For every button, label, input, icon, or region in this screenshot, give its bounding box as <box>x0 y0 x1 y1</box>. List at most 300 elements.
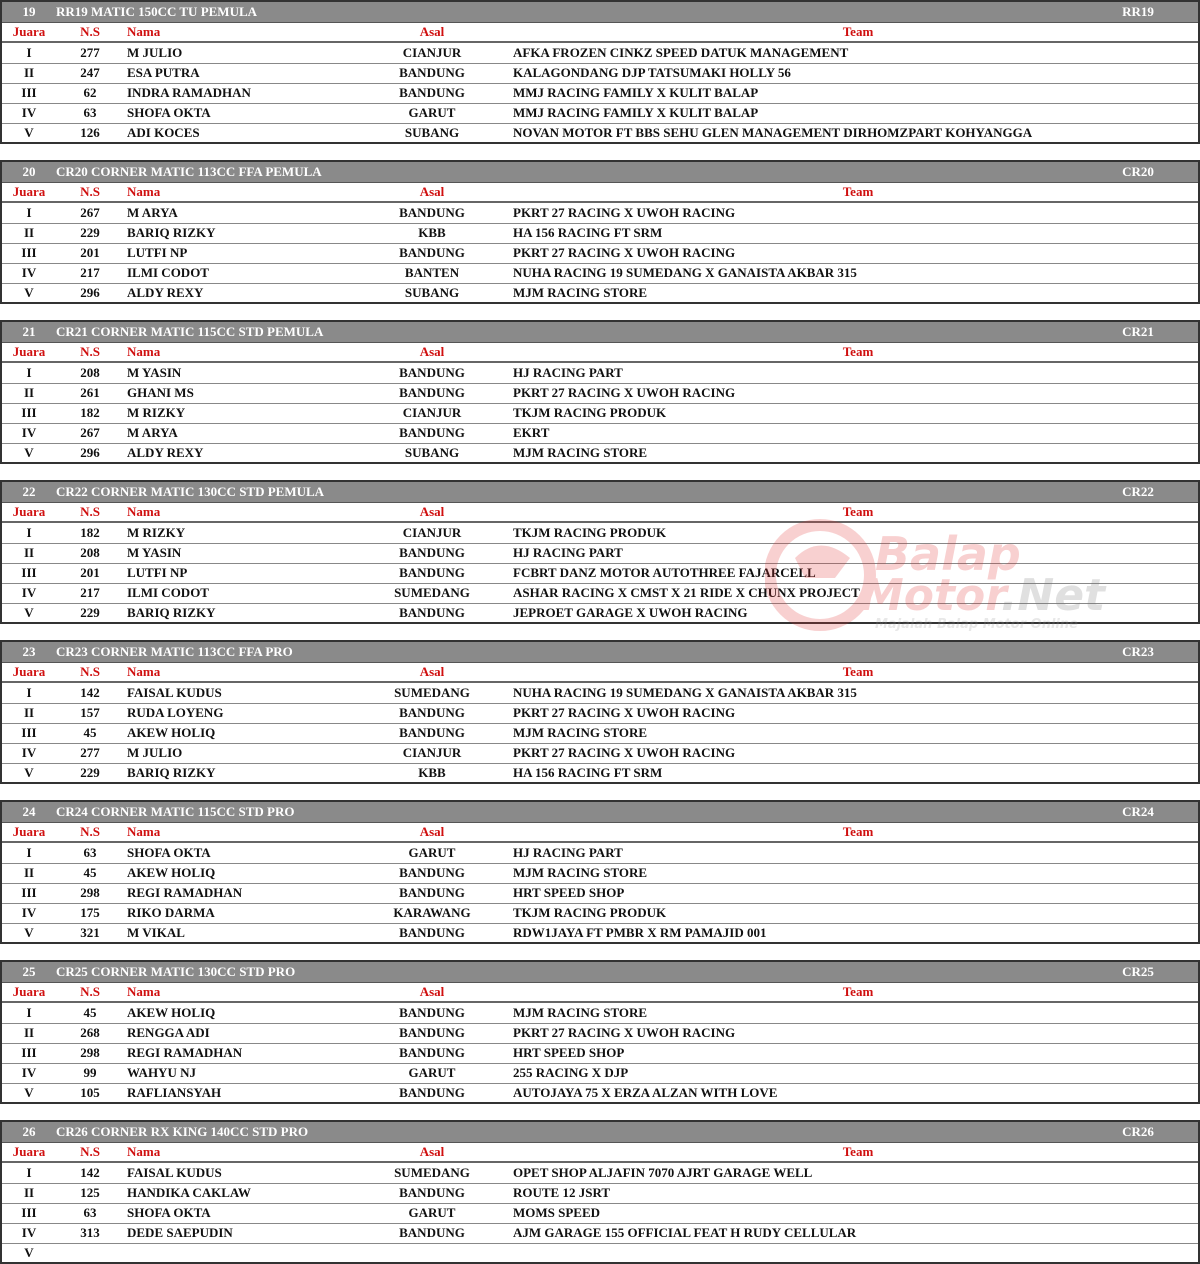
cell-asal: CIANJUR <box>402 745 462 760</box>
cell-ns: 298 <box>80 885 100 900</box>
cell-juara: II <box>23 385 35 400</box>
cell-asal: SUBANG <box>404 445 460 460</box>
column-header-asal: Asal <box>419 184 445 199</box>
cell-team: MJM RACING STORE <box>513 445 648 460</box>
table-row <box>2 1003 1198 1024</box>
class-code: CR26 <box>1122 1124 1154 1139</box>
class-header-bar <box>2 642 1198 663</box>
column-header-team: Team <box>842 984 874 999</box>
cell-nama: M RIZKY <box>127 525 186 540</box>
column-header-row <box>2 182 1198 203</box>
class-number: 20 <box>22 164 36 179</box>
cell-asal: BANDUNG <box>399 425 465 440</box>
cell-ns: 229 <box>80 765 100 780</box>
column-header-juara: Juara <box>12 184 46 199</box>
table-row <box>2 43 1198 64</box>
cell-nama: M ARYA <box>127 205 178 220</box>
cell-ns: 201 <box>80 245 100 260</box>
cell-asal: KBB <box>418 225 446 240</box>
cell-team: KALAGONDANG DJP TATSUMAKI HOLLY 56 <box>513 65 791 80</box>
cell-ns: 298 <box>80 1045 100 1060</box>
cell-juara: V <box>24 1085 34 1100</box>
column-header-ns: N.S <box>80 24 100 39</box>
table-row <box>2 1063 1198 1084</box>
cell-nama: M RIZKY <box>127 405 186 420</box>
cell-ns: 126 <box>80 125 100 140</box>
cell-asal: BANDUNG <box>399 725 465 740</box>
column-header-asal: Asal <box>419 344 445 359</box>
race-class-table <box>0 480 1200 624</box>
cell-ns: 125 <box>80 1185 100 1200</box>
column-header-ns: N.S <box>80 184 100 199</box>
table-row <box>2 283 1198 303</box>
cell-ns: 157 <box>80 705 100 720</box>
class-code: CR23 <box>1122 644 1154 659</box>
column-header-team: Team <box>842 344 874 359</box>
cell-juara: I <box>26 845 32 860</box>
cell-juara: II <box>23 705 35 720</box>
table-row <box>2 83 1198 104</box>
cell-ns: 45 <box>83 865 97 880</box>
cell-ns: 99 <box>83 1065 97 1080</box>
class-title: CR25 CORNER MATIC 130CC STD PRO <box>56 964 296 979</box>
table-row <box>2 63 1198 84</box>
cell-juara: II <box>23 545 35 560</box>
table-row <box>2 363 1198 384</box>
cell-ns: 182 <box>80 405 100 420</box>
cell-juara: I <box>26 1005 32 1020</box>
cell-ns: 277 <box>80 45 100 60</box>
cell-ns: 142 <box>80 685 100 700</box>
table-row <box>2 223 1198 244</box>
cell-nama: ADI KOCES <box>127 125 200 140</box>
race-class-table <box>0 160 1200 304</box>
cell-asal: CIANJUR <box>402 405 462 420</box>
column-header-ns: N.S <box>80 344 100 359</box>
cell-ns: 63 <box>83 105 97 120</box>
cell-nama: AKEW HOLIQ <box>127 1005 216 1020</box>
cell-team: MJM RACING STORE <box>513 865 648 880</box>
cell-team: MJM RACING STORE <box>513 725 648 740</box>
class-number: 19 <box>22 4 36 19</box>
column-header-asal: Asal <box>419 24 445 39</box>
column-header-row <box>2 662 1198 683</box>
column-header-asal: Asal <box>419 1144 445 1159</box>
cell-ns: 175 <box>80 905 100 920</box>
cell-team: OPET SHOP ALJAFIN 7070 AJRT GARAGE WELL <box>513 1165 813 1180</box>
cell-asal: BANDUNG <box>399 1085 465 1100</box>
cell-juara: I <box>26 685 32 700</box>
cell-juara: V <box>24 125 34 140</box>
cell-juara: V <box>24 605 34 620</box>
cell-ns: 229 <box>80 225 100 240</box>
class-number: 24 <box>22 804 36 819</box>
race-class-table <box>0 800 1200 944</box>
cell-nama: RUDA LOYENG <box>127 705 224 720</box>
cell-asal: BANDUNG <box>399 1005 465 1020</box>
cell-nama: M ARYA <box>127 425 178 440</box>
cell-asal: BANDUNG <box>399 545 465 560</box>
cell-team: RDW1JAYA FT PMBR X RM PAMAJID 001 <box>513 925 767 940</box>
column-header-nama: Nama <box>127 184 161 199</box>
cell-team: PKRT 27 RACING X UWOH RACING <box>513 205 736 220</box>
cell-juara: IV <box>21 745 37 760</box>
cell-nama: M JULIO <box>127 745 183 760</box>
cell-nama: ILMI CODOT <box>127 585 209 600</box>
race-class-table <box>0 640 1200 784</box>
cell-asal: BANDUNG <box>399 85 465 100</box>
cell-ns: 229 <box>80 605 100 620</box>
cell-team: AFKA FROZEN CINKZ SPEED DATUK MANAGEMENT <box>513 45 849 60</box>
table-row <box>2 723 1198 744</box>
class-code: CR25 <box>1122 964 1154 979</box>
cell-asal: GARUT <box>408 105 456 120</box>
cell-nama: ESA PUTRA <box>127 65 200 80</box>
cell-juara: IV <box>21 105 37 120</box>
cell-juara: I <box>26 45 32 60</box>
class-code: CR24 <box>1122 804 1154 819</box>
cell-asal: BANTEN <box>404 265 460 280</box>
cell-team: NUHA RACING 19 SUMEDANG X GANAISTA AKBAR 315 <box>513 685 857 700</box>
column-header-team: Team <box>842 1144 874 1159</box>
cell-juara: IV <box>21 265 37 280</box>
cell-team: EKRT <box>513 425 550 440</box>
cell-team: HRT SPEED SHOP <box>513 1045 625 1060</box>
table-row <box>2 843 1198 864</box>
class-header-bar <box>2 962 1198 983</box>
cell-ns: 208 <box>80 365 100 380</box>
table-row <box>2 883 1198 904</box>
cell-juara: V <box>24 925 34 940</box>
cell-juara: IV <box>21 585 37 600</box>
table-row <box>2 523 1198 544</box>
column-header-nama: Nama <box>127 984 161 999</box>
cell-juara: IV <box>21 425 37 440</box>
cell-team: PKRT 27 RACING X UWOH RACING <box>513 745 736 760</box>
table-row <box>2 763 1198 783</box>
cell-team: HA 156 RACING FT SRM <box>513 765 663 780</box>
table-row <box>2 103 1198 124</box>
column-header-nama: Nama <box>127 504 161 519</box>
cell-nama: BARIQ RIZKY <box>127 765 216 780</box>
column-header-asal: Asal <box>419 984 445 999</box>
class-code: CR20 <box>1122 164 1154 179</box>
cell-asal: SUMEDANG <box>394 685 470 700</box>
cell-nama: M JULIO <box>127 45 183 60</box>
table-row <box>2 1223 1198 1244</box>
cell-nama: RAFLIANSYAH <box>127 1085 222 1100</box>
cell-nama: ILMI CODOT <box>127 265 209 280</box>
table-row <box>2 1163 1198 1184</box>
column-header-ns: N.S <box>80 664 100 679</box>
cell-team: PKRT 27 RACING X UWOH RACING <box>513 385 736 400</box>
cell-ns: 63 <box>83 845 97 860</box>
cell-team: TKJM RACING PRODUK <box>513 405 667 420</box>
cell-juara: V <box>24 1245 34 1260</box>
cell-team: HJ RACING PART <box>513 365 623 380</box>
svg-text:Balap: Balap <box>875 527 1021 581</box>
cell-juara: II <box>23 1025 35 1040</box>
column-header-juara: Juara <box>12 824 46 839</box>
cell-juara: III <box>21 725 37 740</box>
cell-ns: 313 <box>80 1225 100 1240</box>
cell-juara: IV <box>21 905 37 920</box>
cell-juara: II <box>23 865 35 880</box>
cell-team: PKRT 27 RACING X UWOH RACING <box>513 705 736 720</box>
race-class-table <box>0 0 1200 144</box>
column-header-nama: Nama <box>127 664 161 679</box>
class-title: CR24 CORNER MATIC 115CC STD PRO <box>56 804 295 819</box>
table-row <box>2 1183 1198 1204</box>
cell-team: ASHAR RACING X CMST X 21 RIDE X CHUNX PROJECT <box>513 585 860 600</box>
cell-nama: ALDY REXY <box>127 445 204 460</box>
column-header-row <box>2 822 1198 843</box>
cell-nama: M VIKAL <box>127 925 185 940</box>
cell-ns: 268 <box>80 1025 100 1040</box>
class-number: 21 <box>22 324 36 339</box>
cell-juara: I <box>26 1165 32 1180</box>
cell-juara: V <box>24 445 34 460</box>
cell-juara: III <box>21 1205 37 1220</box>
cell-asal: GARUT <box>408 845 456 860</box>
cell-nama: SHOFA OKTA <box>127 105 211 120</box>
column-header-nama: Nama <box>127 24 161 39</box>
cell-ns: 142 <box>80 1165 100 1180</box>
cell-team: TKJM RACING PRODUK <box>513 905 667 920</box>
cell-nama: REGI RAMADHAN <box>127 1045 243 1060</box>
class-title: CR20 CORNER MATIC 113CC FFA PEMULA <box>56 164 322 179</box>
cell-juara: II <box>23 1185 35 1200</box>
cell-ns: 45 <box>83 1005 97 1020</box>
cell-asal: BANDUNG <box>399 1045 465 1060</box>
cell-ns: 105 <box>80 1085 100 1100</box>
class-title: CR26 CORNER RX KING 140CC STD PRO <box>56 1124 309 1139</box>
class-code: CR22 <box>1122 484 1154 499</box>
cell-juara: III <box>21 405 37 420</box>
table-row <box>2 903 1198 924</box>
column-header-team: Team <box>842 664 874 679</box>
cell-nama: AKEW HOLIQ <box>127 725 216 740</box>
class-header-bar <box>2 1122 1198 1143</box>
cell-nama: RENGGA ADI <box>127 1025 210 1040</box>
cell-nama: WAHYU NJ <box>127 1065 196 1080</box>
cell-asal: CIANJUR <box>402 525 462 540</box>
cell-ns: 63 <box>83 1205 97 1220</box>
table-row <box>2 403 1198 424</box>
cell-team: MMJ RACING FAMILY X KULIT BALAP <box>513 105 759 120</box>
cell-asal: BANDUNG <box>399 565 465 580</box>
column-header-asal: Asal <box>419 664 445 679</box>
column-header-row <box>2 502 1198 523</box>
cell-asal: GARUT <box>408 1065 456 1080</box>
cell-nama: FAISAL KUDUS <box>127 685 222 700</box>
cell-team: MMJ RACING FAMILY X KULIT BALAP <box>513 85 759 100</box>
table-row <box>2 863 1198 884</box>
cell-team: PKRT 27 RACING X UWOH RACING <box>513 1025 736 1040</box>
cell-nama: RIKO DARMA <box>127 905 215 920</box>
cell-asal: KBB <box>418 765 446 780</box>
cell-ns: 45 <box>83 725 97 740</box>
race-class-table <box>0 960 1200 1104</box>
cell-team: HJ RACING PART <box>513 545 623 560</box>
class-number: 23 <box>22 644 36 659</box>
cell-juara: I <box>26 205 32 220</box>
cell-team: JEPROET GARAGE X UWOH RACING <box>513 605 748 620</box>
cell-team: HA 156 RACING FT SRM <box>513 225 663 240</box>
cell-juara: III <box>21 565 37 580</box>
cell-nama: GHANI MS <box>127 385 194 400</box>
column-header-ns: N.S <box>80 1144 100 1159</box>
table-row <box>2 263 1198 284</box>
cell-juara: V <box>24 765 34 780</box>
column-header-row <box>2 982 1198 1003</box>
cell-nama: M YASIN <box>127 365 182 380</box>
cell-team: NOVAN MOTOR FT BBS SEHU GLEN MANAGEMENT DIRHOMZPART KOHYANGGA <box>513 125 1033 140</box>
cell-team: MOMS SPEED <box>513 1205 601 1220</box>
svg-text:Motor.Net: Motor.Net <box>860 570 1106 621</box>
cell-juara: III <box>21 245 37 260</box>
column-header-team: Team <box>842 184 874 199</box>
table-row <box>2 563 1198 584</box>
class-header-bar <box>2 2 1198 23</box>
cell-ns: 267 <box>80 425 100 440</box>
class-number: 22 <box>22 484 36 499</box>
cell-asal: SUBANG <box>404 285 460 300</box>
cell-nama: BARIQ RIZKY <box>127 605 216 620</box>
cell-juara: III <box>21 85 37 100</box>
table-row <box>2 923 1198 943</box>
table-row <box>2 1083 1198 1103</box>
cell-asal: BANDUNG <box>399 1225 465 1240</box>
table-row <box>2 543 1198 564</box>
cell-ns: 182 <box>80 525 100 540</box>
cell-ns: 247 <box>80 65 100 80</box>
cell-team: ROUTE 12 JSRT <box>513 1185 611 1200</box>
class-code: CR21 <box>1122 324 1154 339</box>
cell-team: FCBRT DANZ MOTOR AUTOTHREE FAJARCELL <box>513 565 816 580</box>
cell-juara: V <box>24 285 34 300</box>
cell-juara: I <box>26 365 32 380</box>
cell-ns: 217 <box>80 265 100 280</box>
cell-team: NUHA RACING 19 SUMEDANG X GANAISTA AKBAR 315 <box>513 265 857 280</box>
class-title: CR21 CORNER MATIC 115CC STD PEMULA <box>56 324 324 339</box>
column-header-juara: Juara <box>12 1144 46 1159</box>
cell-team: HJ RACING PART <box>513 845 623 860</box>
cell-ns: 296 <box>80 445 100 460</box>
cell-team: MJM RACING STORE <box>513 1005 648 1020</box>
cell-team: MJM RACING STORE <box>513 285 648 300</box>
cell-ns: 277 <box>80 745 100 760</box>
table-row <box>2 683 1198 704</box>
class-title: CR22 CORNER MATIC 130CC STD PEMULA <box>56 484 325 499</box>
cell-nama: M YASIN <box>127 545 182 560</box>
table-row <box>2 203 1198 224</box>
class-number: 26 <box>22 1124 36 1139</box>
column-header-team: Team <box>842 24 874 39</box>
class-title: RR19 MATIC 150CC TU PEMULA <box>56 4 258 19</box>
cell-nama: INDRA RAMADHAN <box>127 85 251 100</box>
column-header-juara: Juara <box>12 984 46 999</box>
table-row <box>2 583 1198 604</box>
cell-ns: 208 <box>80 545 100 560</box>
cell-ns: 267 <box>80 205 100 220</box>
table-row <box>2 243 1198 264</box>
column-header-asal: Asal <box>419 824 445 839</box>
column-header-nama: Nama <box>127 1144 161 1159</box>
cell-asal: KARAWANG <box>393 905 471 920</box>
cell-team: 255 RACING X DJP <box>513 1065 629 1080</box>
table-row <box>2 1043 1198 1064</box>
cell-nama: HANDIKA CAKLAW <box>127 1185 251 1200</box>
cell-team: AUTOJAYA 75 X ERZA ALZAN WITH LOVE <box>513 1085 778 1100</box>
column-header-juara: Juara <box>12 344 46 359</box>
cell-asal: BANDUNG <box>399 65 465 80</box>
cell-nama: AKEW HOLIQ <box>127 865 216 880</box>
cell-asal: SUBANG <box>404 125 460 140</box>
cell-team: PKRT 27 RACING X UWOH RACING <box>513 245 736 260</box>
cell-juara: IV <box>21 1225 37 1240</box>
cell-ns: 217 <box>80 585 100 600</box>
table-row <box>2 603 1198 623</box>
column-header-row <box>2 342 1198 363</box>
cell-juara: II <box>23 65 35 80</box>
cell-nama: SHOFA OKTA <box>127 845 211 860</box>
cell-nama: ALDY REXY <box>127 285 204 300</box>
cell-ns: 201 <box>80 565 100 580</box>
cell-asal: BANDUNG <box>399 205 465 220</box>
column-header-juara: Juara <box>12 664 46 679</box>
cell-team: HRT SPEED SHOP <box>513 885 625 900</box>
table-row <box>2 443 1198 463</box>
cell-nama: REGI RAMADHAN <box>127 885 243 900</box>
column-header-nama: Nama <box>127 344 161 359</box>
column-header-team: Team <box>842 824 874 839</box>
class-header-bar <box>2 322 1198 343</box>
cell-nama: DEDE SAEPUDIN <box>127 1225 233 1240</box>
cell-ns: 261 <box>80 385 100 400</box>
cell-asal: BANDUNG <box>399 865 465 880</box>
table-row <box>2 383 1198 404</box>
table-row <box>2 743 1198 764</box>
cell-ns: 296 <box>80 285 100 300</box>
column-header-ns: N.S <box>80 504 100 519</box>
cell-asal: GARUT <box>408 1205 456 1220</box>
cell-nama: LUTFI NP <box>127 245 188 260</box>
cell-asal: BANDUNG <box>399 605 465 620</box>
table-row <box>2 1243 1198 1263</box>
class-header-bar <box>2 802 1198 823</box>
cell-asal: SUMEDANG <box>394 585 470 600</box>
cell-asal: BANDUNG <box>399 1025 465 1040</box>
race-class-table <box>0 320 1200 464</box>
table-row <box>2 423 1198 444</box>
cell-asal: BANDUNG <box>399 925 465 940</box>
column-header-juara: Juara <box>12 24 46 39</box>
cell-nama: SHOFA OKTA <box>127 1205 211 1220</box>
cell-nama: FAISAL KUDUS <box>127 1165 222 1180</box>
cell-asal: CIANJUR <box>402 45 462 60</box>
column-header-ns: N.S <box>80 984 100 999</box>
class-number: 25 <box>22 964 36 979</box>
column-header-juara: Juara <box>12 504 46 519</box>
column-header-team: Team <box>842 504 874 519</box>
column-header-nama: Nama <box>127 824 161 839</box>
cell-nama: BARIQ RIZKY <box>127 225 216 240</box>
svg-text:Majalah Balap Motor Online: Majalah Balap Motor Online <box>875 617 1078 632</box>
class-header-bar <box>2 482 1198 503</box>
cell-juara: IV <box>21 1065 37 1080</box>
cell-team: TKJM RACING PRODUK <box>513 525 667 540</box>
